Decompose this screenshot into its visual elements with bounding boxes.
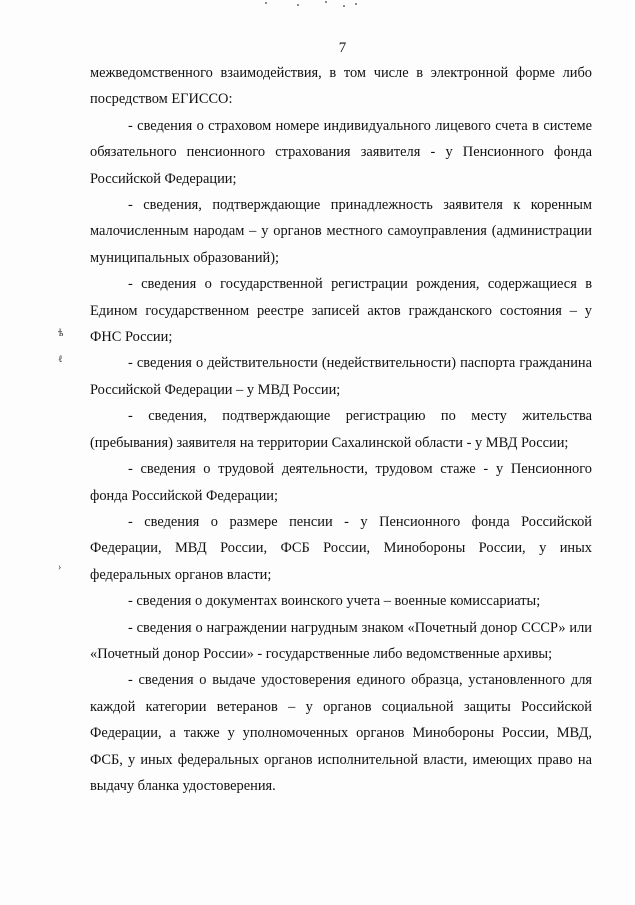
page-number: 7 [338,40,347,56]
paragraph: - сведения о государственной регистрации рождения, содержащиеся в Едином государственном реестре записей актов гражданского состояния – у ФНС России; [90,276,592,346]
margin-mark: › [58,562,62,573]
paragraph: - сведения о выдаче удостоверения единого образца, установленного для каждой категории ветеранов – у органов социальной защиты Российской Федерации, а также у уполномоченных органов Минобороны России, МВД, ФСБ, у иных федеральных органов исполнительной власти, имеющих право на выдачу бланка удостоверения. [90,672,592,794]
margin-mark: ѣ [58,328,64,339]
document-body [90,60,592,799]
margin-mark: ℓ [58,354,63,365]
paragraph: - сведения, подтверждающие принадлежность заявителя к коренным малочисленным народам – у органов местного самоуправления (администрации муниципальных образований); [90,197,592,266]
paragraph: - сведения о действительности (недействительности) паспорта гражданина Российской Федерации – у МВД России; [90,355,592,398]
paragraph: - сведения о награждении нагрудным знаком «Почетный донор СССР» или «Почетный донор России» - государственные либо ведомственные архивы; [90,619,592,662]
paragraph: - сведения о страховом номере индивидуального лицевого счета в системе обязательного пенсионного страхования заявителя - у Пенсионного фонда Российской Федерации; [90,117,592,187]
scan-artifact [255,0,375,8]
paragraph: - сведения о размере пенсии - у Пенсионного фонда Российской Федерации, МВД России, ФСБ России, Минобороны России, у иных федеральных органов власти; [90,513,592,583]
paragraph: - сведения о документах воинского учета – военные комиссариаты; [128,593,541,610]
paragraph: - сведения о трудовой деятельности, трудовом стаже - у Пенсионного фонда Российской Федерации; [90,461,592,504]
paragraph: межведомственного взаимодействия, в том числе в электронной форме либо посредством ЕГИССО: [90,65,592,108]
paragraph: - сведения, подтверждающие регистрацию по месту жительства (пребывания) заявителя на территории Сахалинской области - у МВД России; [90,408,592,451]
